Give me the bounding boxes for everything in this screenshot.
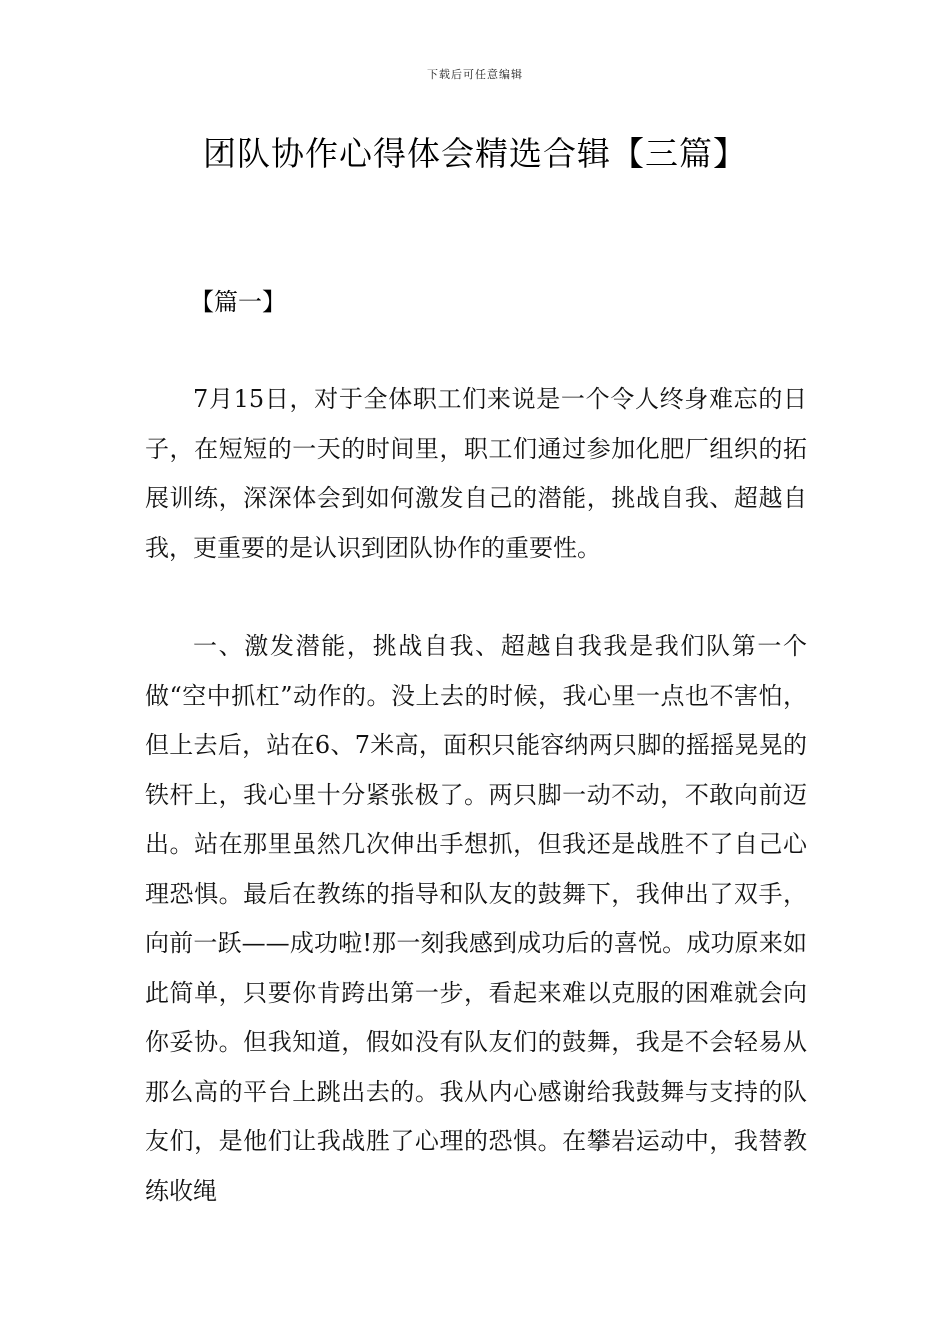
document-title: 团队协作心得体会精选合辑【三篇】 <box>203 134 747 173</box>
header-note: 下载后可任意编辑 <box>427 68 523 81</box>
section-heading: 【篇一】 <box>190 288 286 316</box>
body-paragraph: 7月15日，对于全体职工们来说是一个令人终身难忘的日子，在短短的一天的时间里，职工们通过参加化肥厂组织的拓展训练，深深体会到如何激发自己的潜能，挑战自我、超越自我，更重要的是认识到团队协作的重要性。 <box>145 385 807 562</box>
body-paragraph: 一、激发潜能，挑战自我、超越自我我是我们队第一个做“空中抓杠”动作的。没上去的时候，我心里一点也不害怕，但上去后，站在6、7米高，面积只能容纳两只脚的摇摇晃晃的铁杆上，我心里十分紧张极了。两只脚一动不动，不敢向前迈出。站在那里虽然几次伸出手想抓，但我还是战胜不了自己心理恐惧。最后在教练的指导和队友的鼓舞下，我伸出了双手，向前一跃——成功啦!那一刻我感到成功后的喜悦。成功原来如此简单，只要你肯跨出第一步，看起来难以克服的困难就会向你妥协。但我知道，假如没有队友们的鼓舞，我是不会轻易从那么高的平台上跳出去的。我从内心感谢给我鼓舞与支持的队友们，是他们让我战胜了心理的恐惧。在攀岩运动中，我替教练收绳 <box>145 632 807 1205</box>
